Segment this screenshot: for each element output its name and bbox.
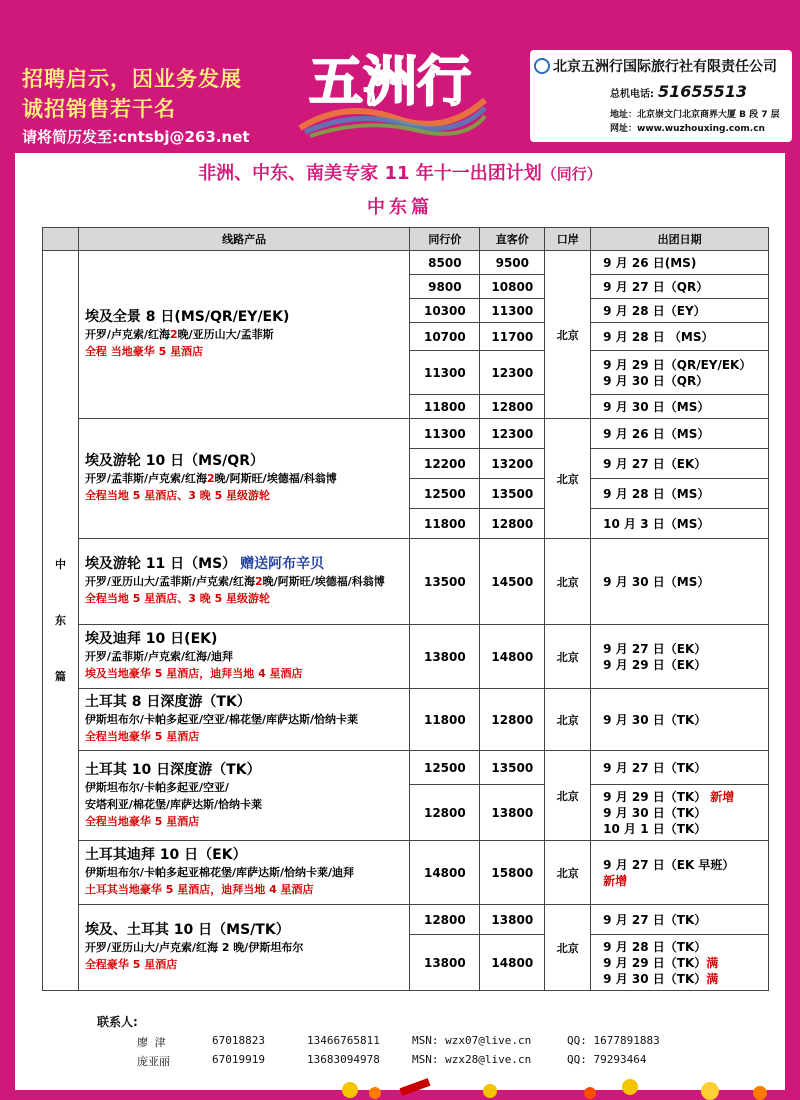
departure-date xyxy=(603,789,768,805)
departure-date xyxy=(603,516,768,532)
departure-date xyxy=(603,426,768,442)
route-title-text: 土耳其迪拜 10 日（EK） xyxy=(84,847,247,863)
peer-price: 14800 xyxy=(410,841,480,905)
date-text: 9 月 29 日（EK） xyxy=(603,657,707,672)
route-hotel: 土耳其当地豪华 5 星酒店，迪拜当地 4 星酒店 xyxy=(84,883,314,896)
table-header-row xyxy=(43,228,769,251)
direct-price: 12300 xyxy=(480,351,545,395)
departure-dates xyxy=(591,935,769,991)
region-char: 东 xyxy=(54,613,66,627)
route-cell xyxy=(78,625,409,689)
date-text: 10 月 3 日（MS） xyxy=(603,516,710,531)
date-text: 9 月 28 日（EY） xyxy=(603,303,706,318)
departure-dates xyxy=(591,299,769,323)
recruit-line-1: 招聘启示，因业务发展 xyxy=(22,67,242,91)
company-mark-icon xyxy=(534,58,550,74)
departure-dates xyxy=(591,905,769,935)
route-cell xyxy=(78,841,409,905)
route-hotel: 全程 当地豪华 5 星酒店 xyxy=(84,345,204,358)
route-title xyxy=(85,631,403,648)
departure-date xyxy=(603,857,768,889)
route-stops xyxy=(85,711,403,728)
company-logo xyxy=(285,40,495,140)
date-text: 9 月 30 日（TK） xyxy=(603,971,707,986)
peer-price: 12800 xyxy=(410,905,480,935)
contact-tel: 67019919 xyxy=(212,1053,265,1066)
route-title xyxy=(85,453,403,470)
port: 北京 xyxy=(545,625,591,689)
departure-dates xyxy=(591,275,769,299)
route-stops-text: 伊斯坦布尔/卡帕多起亚/空亚/ xyxy=(84,780,229,794)
company-card xyxy=(530,50,792,142)
contact-row xyxy=(97,1053,697,1072)
region-char: 中 xyxy=(54,557,66,571)
table-body xyxy=(43,251,769,991)
date-text: 9 月 28 日（MS） xyxy=(603,486,710,501)
header-peer-price: 同行价 xyxy=(410,228,480,251)
departure-dates xyxy=(591,323,769,351)
route-stops xyxy=(85,779,403,796)
departure-date xyxy=(603,303,768,319)
date-text: 9 月 30 日（MS） xyxy=(603,574,710,589)
route-gift: 赠送阿布辛贝 xyxy=(240,556,325,572)
route-hotel: 全程当地 5 星酒店、3 晚 5 星级游轮 xyxy=(84,489,271,502)
departure-date xyxy=(603,712,768,728)
page-title: 非洲、中东、南美专家 11 年十一出团计划（同行） xyxy=(198,163,602,184)
header-direct-price: 直客价 xyxy=(480,228,545,251)
route-stops-text: 开罗/孟菲斯/卢克索/红海 xyxy=(84,472,207,485)
route-stops-after: 晚/亚历山大/孟菲斯 xyxy=(177,328,274,341)
route-title xyxy=(85,922,403,939)
contact-qq: QQ: 1677891883 xyxy=(567,1034,660,1047)
date-text: 9 月 29 日（QR/EY/EK） xyxy=(603,357,752,372)
departure-date xyxy=(603,486,768,502)
table-row xyxy=(43,689,769,751)
route-title-text: 土耳其 10 日深度游（TK） xyxy=(84,761,261,778)
departure-dates xyxy=(591,419,769,449)
route-nights: 2 xyxy=(207,472,215,485)
date-text: 9 月 26 日（MS） xyxy=(603,426,710,441)
route-cell xyxy=(78,905,409,991)
route-title-text: 埃及游轮 10 日（MS/QR） xyxy=(84,453,264,469)
contact-mobile: 13466765811 xyxy=(307,1034,380,1047)
port: 北京 xyxy=(545,251,591,419)
route-title-text: 埃及迪拜 10 日(EK) xyxy=(84,631,218,647)
direct-price: 9500 xyxy=(480,251,545,275)
direct-price: 11300 xyxy=(480,299,545,323)
departure-dates xyxy=(591,479,769,509)
date-text: 9 月 27 日（TK） xyxy=(603,760,707,775)
contact-qq: QQ: 79293464 xyxy=(567,1053,647,1066)
departure-dates xyxy=(591,539,769,625)
peer-price: 12800 xyxy=(410,785,480,841)
route-stops-text: 伊斯坦布尔/卡帕多起亚/空亚/棉花堡/库萨达斯/恰纳卡莱 xyxy=(84,713,359,726)
recruit-email: 请将简历发至:cntsbj@263.net xyxy=(22,128,250,146)
peer-price: 12500 xyxy=(410,479,480,509)
direct-price: 14800 xyxy=(480,935,545,991)
route-stops-text: 开罗/亚历山大/卢克索/红海 2 晚/伊斯坦布尔 xyxy=(84,941,304,954)
company-tel: 总机电话: 51655513 xyxy=(610,82,748,101)
main-panel xyxy=(15,153,785,1090)
header-port: 口岸 xyxy=(545,228,591,251)
date-text: 9 月 27 日（QR） xyxy=(603,279,709,294)
contact-name: 庞亚丽 xyxy=(137,1055,170,1068)
section-subtitle: 中东篇 xyxy=(367,197,433,218)
direct-price: 12800 xyxy=(480,509,545,539)
departure-dates xyxy=(591,449,769,479)
new-tag: 新增 xyxy=(603,873,628,888)
peer-price: 13800 xyxy=(410,625,480,689)
departure-date xyxy=(603,971,768,987)
date-text: 9 月 30 日（QR） xyxy=(603,373,709,388)
departure-date xyxy=(603,456,768,472)
direct-price: 13500 xyxy=(480,479,545,509)
date-text: 9 月 28 日（TK） xyxy=(603,939,707,954)
route-title-text: 埃及、土耳其 10 日（MS/TK） xyxy=(84,922,290,938)
departure-date xyxy=(603,821,768,837)
departure-dates xyxy=(591,751,769,785)
departure-date xyxy=(603,912,768,928)
table-row xyxy=(43,905,769,935)
port: 北京 xyxy=(545,419,591,539)
departure-dates xyxy=(591,509,769,539)
route-stops xyxy=(85,573,403,590)
route-stops xyxy=(85,939,403,956)
header-route: 线路产品 xyxy=(78,228,409,251)
route-stops xyxy=(85,470,403,487)
departure-date xyxy=(603,574,768,590)
date-text: 9 月 27 日（EK 早班） xyxy=(603,857,735,872)
departure-date xyxy=(603,279,768,295)
route-title-text: 土耳其 8 日深度游（TK） xyxy=(84,694,251,710)
route-cell xyxy=(78,251,409,419)
peer-price: 11800 xyxy=(410,395,480,419)
tour-table xyxy=(42,227,769,991)
company-address: 地址：北京崇文门北京商界大厦 B 段 7 层 网址：www.wuzhouxing.com.cn xyxy=(610,110,780,134)
header-dates: 出团日期 xyxy=(591,228,769,251)
date-text: 9 月 30 日（MS） xyxy=(603,399,710,414)
peer-price: 9800 xyxy=(410,275,480,299)
contact-msn: MSN: wzx28@live.cn xyxy=(412,1053,532,1066)
peer-price: 11800 xyxy=(410,689,480,751)
departure-date xyxy=(603,373,768,389)
peer-price: 11800 xyxy=(410,509,480,539)
direct-price: 13500 xyxy=(480,751,545,785)
contacts-label: 联系人: xyxy=(97,1015,138,1029)
direct-price: 12300 xyxy=(480,419,545,449)
contact-row xyxy=(97,1034,697,1053)
departure-dates xyxy=(591,689,769,751)
departure-dates xyxy=(591,395,769,419)
date-text: 9 月 29 日（TK） xyxy=(603,789,707,804)
route-title xyxy=(85,556,403,573)
date-text: 9 月 30 日（TK） xyxy=(603,712,707,727)
peer-price: 11300 xyxy=(410,351,480,395)
port: 北京 xyxy=(545,751,591,841)
peer-price: 10700 xyxy=(410,323,480,351)
header xyxy=(0,0,800,150)
departure-dates xyxy=(591,841,769,905)
region-char: 篇 xyxy=(54,669,66,683)
port: 北京 xyxy=(545,905,591,991)
route-stops-after: 晚/阿斯旺/埃德福/科翁博 xyxy=(262,575,385,588)
route-stops xyxy=(85,648,403,665)
departure-date xyxy=(603,760,768,776)
direct-price: 10800 xyxy=(480,275,545,299)
peer-price: 10300 xyxy=(410,299,480,323)
departure-date xyxy=(603,357,768,373)
port: 北京 xyxy=(545,841,591,905)
peer-price: 12500 xyxy=(410,751,480,785)
recruit-notice xyxy=(22,64,250,147)
route-hotel: 全程当地豪华 5 星酒店 xyxy=(84,814,200,828)
route-stops-after: 晚/阿斯旺/埃德福/科翁博 xyxy=(214,472,337,485)
logo-text: 五洲行 xyxy=(309,49,471,113)
direct-price: 13800 xyxy=(480,785,545,841)
route-nights: 2 xyxy=(255,575,263,588)
departure-dates xyxy=(591,785,769,841)
route-title xyxy=(85,309,403,326)
table-row xyxy=(43,251,769,275)
departure-date xyxy=(603,939,768,955)
table-row xyxy=(43,419,769,449)
route-stops-text: 开罗/孟菲斯/卢克索/红海/迪拜 xyxy=(84,650,234,663)
full-tag: 满 xyxy=(706,955,719,970)
table-row xyxy=(43,539,769,625)
route-cell xyxy=(78,689,409,751)
direct-price: 11700 xyxy=(480,323,545,351)
departure-dates xyxy=(591,625,769,689)
route-hotel: 全程豪华 5 星酒店 xyxy=(84,958,178,971)
contact-mobile: 13683094978 xyxy=(307,1053,380,1066)
direct-price: 12800 xyxy=(480,395,545,419)
date-text: 10 月 1 日（TK） xyxy=(603,821,707,836)
table-row xyxy=(43,841,769,905)
port: 北京 xyxy=(545,689,591,751)
direct-price: 13800 xyxy=(480,905,545,935)
date-text: 9 月 27 日（TK） xyxy=(603,912,707,927)
departure-date xyxy=(603,955,768,971)
recruit-line-2: 诚招销售若干名 xyxy=(22,97,176,121)
contacts xyxy=(97,1013,697,1072)
departure-date xyxy=(603,641,768,657)
full-tag: 满 xyxy=(706,971,719,986)
direct-price: 15800 xyxy=(480,841,545,905)
route-stops-text: 伊斯坦布尔/卡帕多起亚棉花堡/库萨达斯/恰纳卡莱/迪拜 xyxy=(84,866,355,879)
direct-price: 12800 xyxy=(480,689,545,751)
route-stops-text: 开罗/卢克索/红海 xyxy=(84,328,170,341)
route-cell xyxy=(78,751,409,841)
peer-price: 12200 xyxy=(410,449,480,479)
route-title xyxy=(85,762,403,779)
peer-price: 8500 xyxy=(410,251,480,275)
departure-dates xyxy=(591,251,769,275)
direct-price: 14500 xyxy=(480,539,545,625)
route-cell xyxy=(78,539,409,625)
departure-date xyxy=(603,805,768,821)
date-text: 9 月 30 日（TK） xyxy=(603,805,707,820)
route-title-text: 埃及游轮 11 日（MS） xyxy=(84,556,237,572)
peer-price: 13800 xyxy=(410,935,480,991)
peer-price: 13500 xyxy=(410,539,480,625)
port: 北京 xyxy=(545,539,591,625)
route-stops-2: 安塔利亚/棉花堡/库萨达斯/恰纳卡莱 xyxy=(84,797,262,811)
contact-msn: MSN: wzx07@live.cn xyxy=(412,1034,532,1047)
date-text: 9 月 27 日（EK） xyxy=(603,641,707,656)
departure-date xyxy=(603,657,768,673)
route-hotel: 全程当地豪华 5 星酒店 xyxy=(84,730,200,743)
departure-date xyxy=(603,329,768,345)
table-row xyxy=(43,751,769,785)
route-cell xyxy=(78,419,409,539)
route-title xyxy=(85,694,403,711)
route-nights: 2 xyxy=(169,328,178,341)
departure-date xyxy=(603,255,768,271)
table-row xyxy=(43,625,769,689)
date-text: 9 月 26 日(MS) xyxy=(603,255,697,270)
route-title xyxy=(85,847,403,864)
route-stops xyxy=(85,864,403,881)
direct-price: 14800 xyxy=(480,625,545,689)
direct-price: 13200 xyxy=(480,449,545,479)
company-name: 北京五洲行国际旅行社有限责任公司 xyxy=(534,56,777,76)
header-blank xyxy=(43,228,79,251)
departure-dates xyxy=(591,351,769,395)
route-stops-text: 开罗/亚历山大/孟菲斯/卢克索/红海 xyxy=(84,575,256,588)
region-cell xyxy=(43,251,79,991)
route-stops xyxy=(85,326,403,343)
departure-date xyxy=(603,399,768,415)
peer-price: 11300 xyxy=(410,419,480,449)
contact-name: 廖 津 xyxy=(137,1036,166,1049)
date-text: 9 月 29 日（TK） xyxy=(603,955,707,970)
festive-decoration xyxy=(330,1075,790,1100)
route-title-text: 埃及全景 8 日(MS/QR/EY/EK) xyxy=(84,309,290,325)
date-text: 9 月 28 日 （MS） xyxy=(603,329,714,344)
route-hotel: 全程当地 5 星酒店、3 晚 5 星级游轮 xyxy=(84,592,271,605)
date-text: 9 月 27 日（EK） xyxy=(603,456,707,471)
contact-tel: 67018823 xyxy=(212,1034,265,1047)
route-hotel: 埃及当地豪华 5 星酒店，迪拜当地 4 星酒店 xyxy=(84,667,303,680)
new-tag: 新增 xyxy=(710,789,735,804)
